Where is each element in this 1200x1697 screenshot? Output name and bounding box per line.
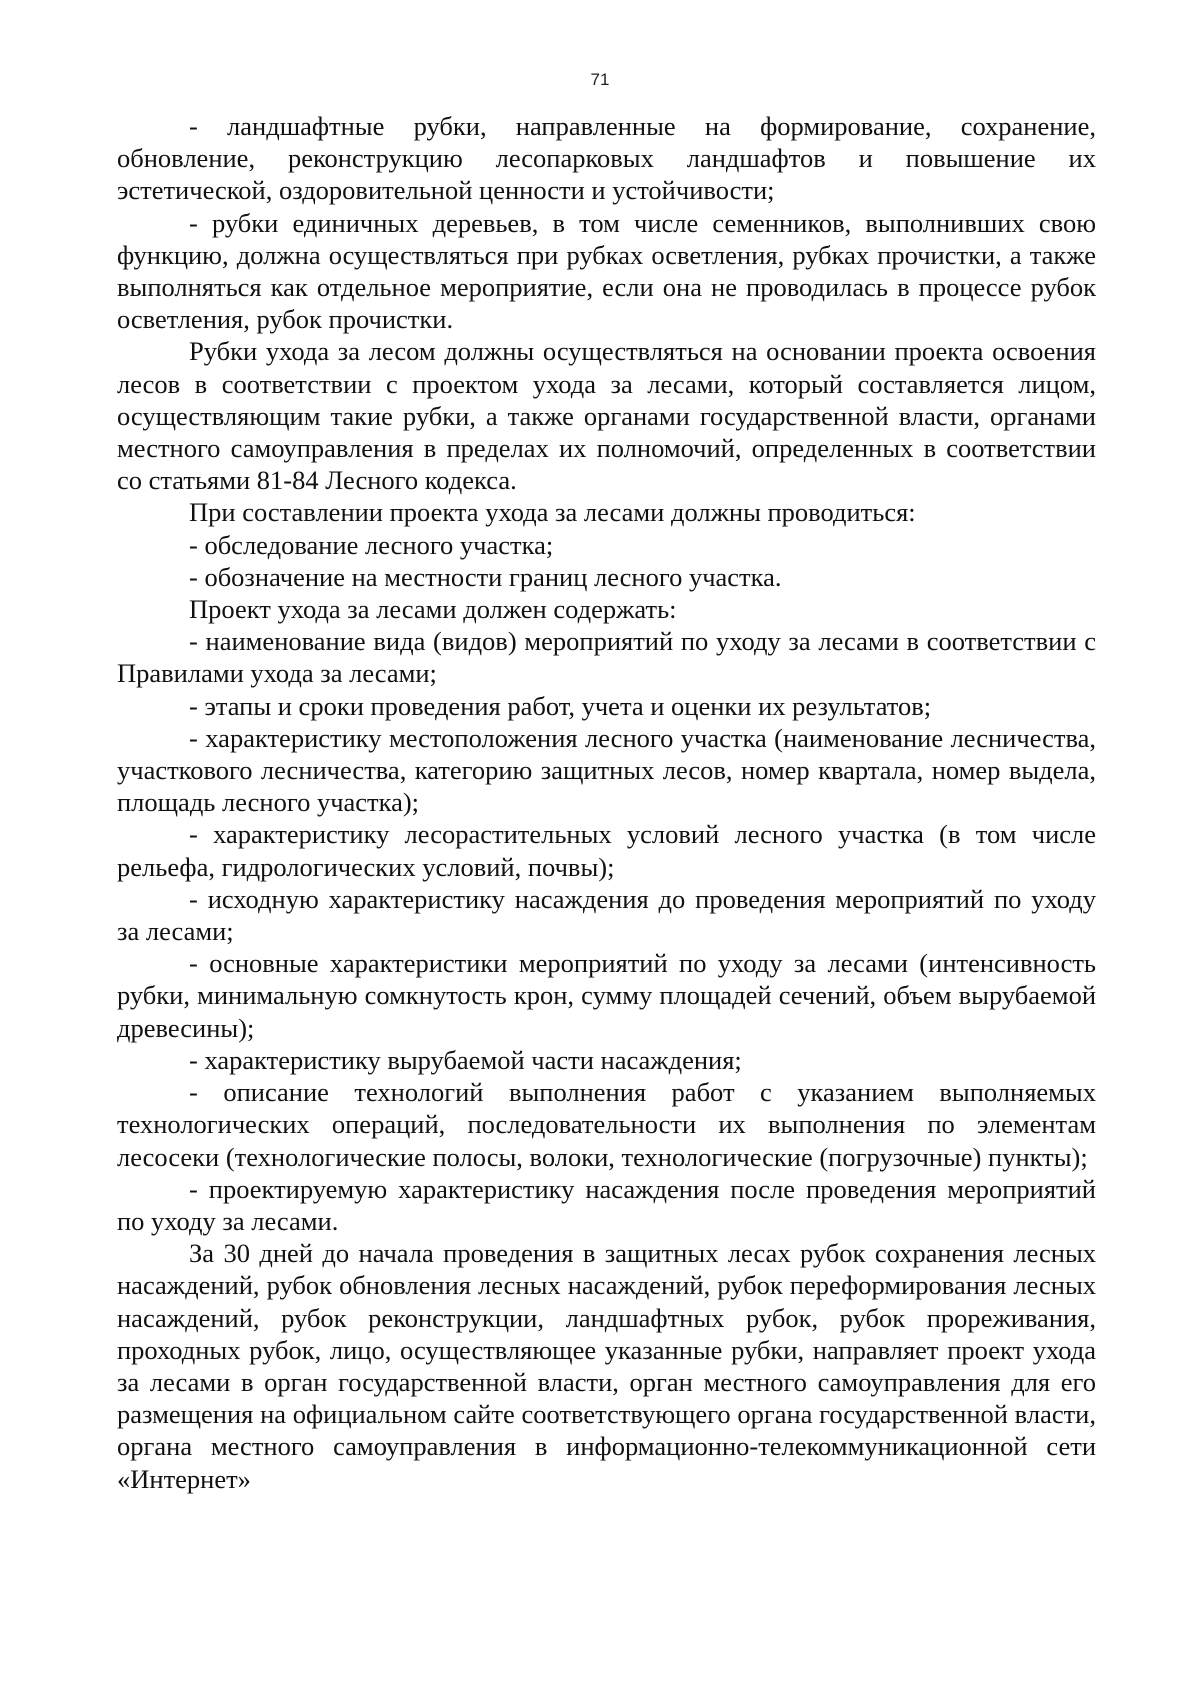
paragraph: - основные характеристики мероприятий по уходу за лесами (интенсивность рубки, минимальную сомкнутость крон, сумму площадей сечений, объем вырубаемой древесины); [117, 948, 1096, 1043]
paragraph: Рубки ухода за лесом должны осуществляться на основании проекта освоения лесов в соответствии с проектом ухода за лесами, который составляется лицом, осуществляющим такие рубки, а также органами государственной власти, органами местного самоуправления в пределах их полномочий, определенных в соответствии со статьями 81-84 Лесного кодекса. [117, 336, 1096, 496]
paragraph: - характеристику вырубаемой части насаждения; [189, 1044, 742, 1075]
paragraph: - обследование лесного участка; [189, 529, 554, 560]
paragraph: За 30 дней до начала проведения в защитных лесах рубок сохранения лесных насаждений, рубок обновления лесных насаждений, рубок переформирования лесных насаждений, рубок реконструкции, ландшафтных рубок, рубок прореживания, проходных рубок, лицо, осуществляющее указанные рубки, направляет проект ухода за лесами в орган государственной власти, орган местного самоуправления для его размещения на официальном сайте соответствующего органа государственной власти, органа местного самоуправления в информационно-телекоммуникационной сети «Интернет» [117, 1238, 1096, 1494]
paragraph: - этапы и сроки проведения работ, учета и оценки их результатов; [189, 690, 932, 721]
paragraph: - характеристику местоположения лесного участка (наименование лесничества, участкового лесничества, категорию защитных лесов, номер квартала, номер выдела, площадь лесного участка); [117, 722, 1096, 818]
paragraph: - описание технологий выполнения работ с указанием выполняемых технологических операций, последовательности их выполнения по элементам лесосеки (технологические полосы, волоки, технологические (погрузочные) пункты); [117, 1077, 1096, 1172]
document-body [117, 110, 1096, 1495]
paragraph: Проект ухода за лесами должен содержать: [189, 594, 677, 625]
paragraph: - обозначение на местности границ лесного участка. [189, 561, 782, 592]
paragraph: - наименование вида (видов) мероприятий по уходу за лесами в соответствии с Правилами ухода за лесами; [117, 626, 1096, 689]
paragraph: - рубки единичных деревьев, в том числе семенников, выполнивших свою функцию, должна осуществляться при рубках осветления, рубках прочистки, а также выполняться как отдельное мероприятие, если она не проводилась в процессе рубок осветления, рубок прочистки. [117, 207, 1096, 335]
paragraph: - ландшафтные рубки, направленные на формирование, сохранение, обновление, реконструкцию лесопарковых ландшафтов и повышение их эстетической, оздоровительной ценности и устойчивости; [117, 111, 1096, 206]
paragraph: При составлении проекта ухода за лесами должны проводиться: [189, 497, 916, 528]
page-number: 71 [590, 70, 610, 89]
paragraph: - исходную характеристику насаждения до проведения мероприятий по уходу за лесами; [117, 883, 1096, 947]
paragraph: - характеристику лесорастительных условий лесного участка (в том числе рельефа, гидрологических условий, почвы); [117, 819, 1096, 882]
paragraph: - проектируемую характеристику насаждения после проведения мероприятий по уходу за лесами. [117, 1173, 1096, 1236]
